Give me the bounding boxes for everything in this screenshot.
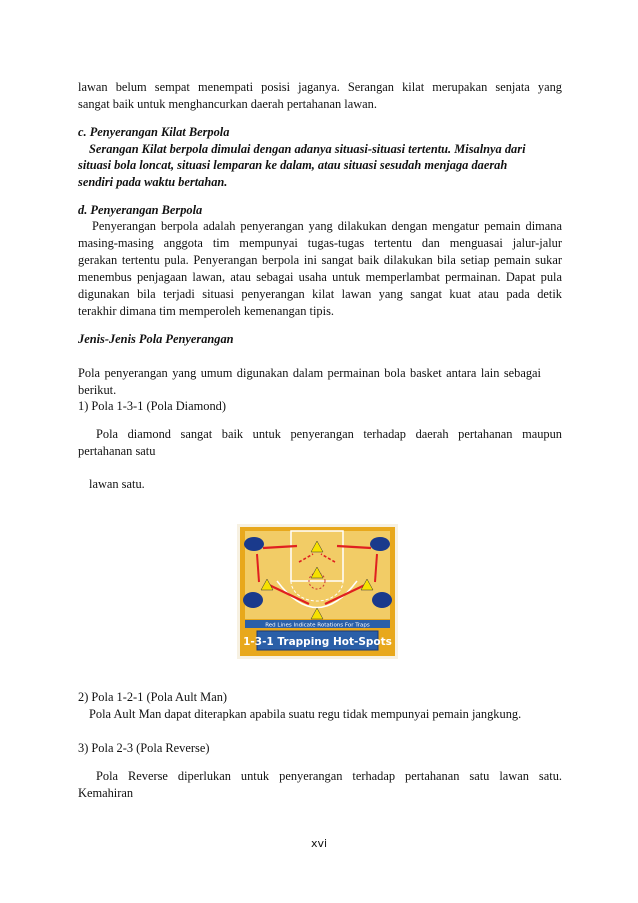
player-marker	[244, 537, 264, 551]
paragraph-line: Pola penyerangan yang umum digunakan dalam permainan bola basket antara lain sebagai	[78, 366, 541, 380]
paragraph-line: Pola diamond sangat baik untuk penyerangan terhadap daerah pertahanan maupun	[96, 427, 562, 441]
player-marker	[372, 592, 392, 608]
paragraph-line: menembus penjagaan lawan, atau sebagai usaha untuk memperlambat permainan. Dapat pula	[78, 270, 562, 284]
paragraph-line: Penyerangan berpola adalah penyerangan yang dilakukan dengan mengatur pemain dimana	[92, 219, 562, 233]
list-item-heading: 3) Pola 2-3 (Pola Reverse)	[78, 741, 210, 755]
paragraph-line: berikut.	[78, 383, 117, 397]
paragraph-line: Serangan Kilat berpola dimulai dengan adanya situasi-situasi tertentu. Misalnya dari	[89, 142, 526, 156]
paragraph-line: situasi bola loncat, situasi lemparan ke dalam, atau situasi sesudah menjaga daerah	[78, 158, 508, 172]
paragraph-line: digunakan bila terjadi situasi penyerangan kilat lawan yang sangat kuat atau pada detik	[78, 287, 562, 301]
paragraph-line: masing-masing anggota tim mempunyai tugas-tugas tertentu dan menguasai jalur-jalur	[78, 236, 562, 250]
paragraph-line: sangat baik untuk menghancurkan daerah pertahanan lawan.	[78, 97, 377, 111]
section-heading-jenis: Jenis-Jenis Pola Penyerangan	[78, 332, 234, 346]
paragraph-line: lawan belum sempat menempati posisi jaganya. Serangan kilat merupakan senjata yang	[78, 80, 562, 94]
trapping-diagram-image	[237, 524, 398, 659]
paragraph-line: lawan satu.	[89, 477, 145, 491]
paragraph-line: Kemahiran	[78, 786, 134, 800]
player-marker	[243, 592, 263, 608]
list-item-heading: 2) Pola 1-2-1 (Pola Ault Man)	[78, 690, 228, 704]
section-heading-c: c. Penyerangan Kilat Berpola	[78, 125, 230, 139]
paragraph-line: Pola Reverse diperlukan untuk penyerangan terhadap pertahanan satu lawan satu.	[96, 769, 562, 783]
player-marker	[370, 537, 390, 551]
paragraph-line: Pola Ault Man dapat diterapkan apabila suatu regu tidak mempunyai pemain jangkung.	[89, 707, 522, 721]
list-item-heading: 1) Pola 1-3-1 (Pola Diamond)	[78, 399, 226, 413]
paragraph-line: gerakan tertentu pula. Penyerangan berpola ini sangat baik dilakukan bila setiap pemain sukar	[78, 253, 562, 267]
paragraph-line: pertahanan satu	[78, 444, 156, 458]
paragraph-line: sendiri pada waktu bertahan.	[78, 175, 228, 189]
page-number: xvi	[310, 837, 328, 850]
caption-small: Red Lines Indicate Rotations For Traps	[265, 622, 370, 629]
paragraph-line: terakhir dimana tim memperoleh kemenangan tipis.	[78, 304, 334, 318]
caption-big: 1-3-1 Trapping Hot-Spots	[243, 636, 392, 648]
section-heading-d: d. Penyerangan Berpola	[78, 203, 203, 217]
